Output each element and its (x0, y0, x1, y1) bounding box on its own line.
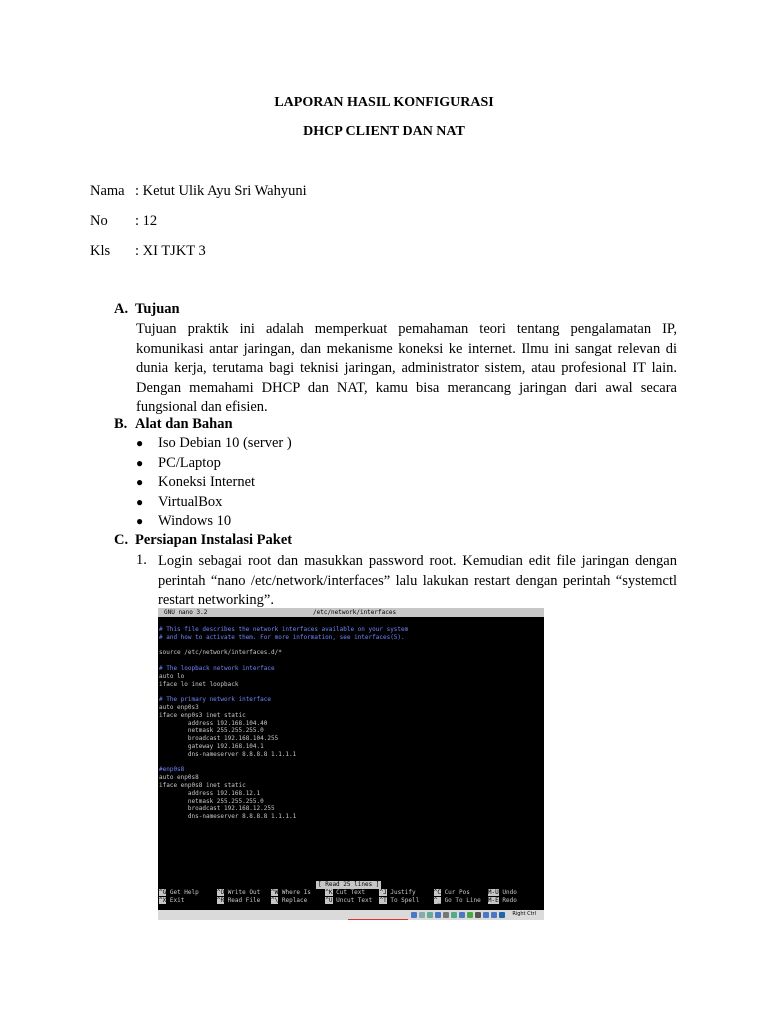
name-value: : Ketut Ulik Ayu Sri Wahyuni (135, 183, 307, 199)
network-icon (435, 912, 441, 918)
bullet-icon: ● (136, 514, 144, 528)
mouse-icon (483, 912, 489, 918)
keyboard-icon (491, 912, 497, 918)
section-b-marker: B. (114, 416, 128, 432)
nano-version: GNU nano 3.2 (164, 609, 208, 616)
vm-status-bar (158, 910, 544, 920)
file-content: # This file describes the network interfaces available on your system # and how to activate them. For more information, see interfaces(5). source /etc/network/interfaces.d/* # The loopback network interface auto lo iface lo inet loopback # The primary network interface auto enp0s3 iface enp0s3 inet static address 192.168.104.40 netmask 255.255.255.0 broadcast 192.168.104.255 gateway 192.168.104.1 dns-nameserver 8.8.8.8 1.1.1.1 #enp0s8 auto enp0s8 iface enp0s8 inet static address 192.168.12.1 netmask 255.255.255.0 broadcast 192.168.12.255 dns-nameserver 8.8.8.8 1.1.1.1 (159, 626, 409, 821)
report-title: LAPORAN HASIL KONFIGURASI (274, 95, 494, 110)
display-icon (459, 912, 465, 918)
recording-icon (467, 912, 473, 918)
name-label: Nama (90, 183, 125, 199)
list-item: ● PC/Laptop (136, 455, 221, 471)
class-value: : XI TJKT 3 (135, 243, 206, 259)
shared-folder-icon (451, 912, 457, 918)
section-a-marker: A. (114, 301, 129, 317)
section-a-title: Tujuan (135, 301, 180, 317)
list-item: ● VirtualBox (136, 494, 223, 510)
optical-drive-icon (419, 912, 425, 918)
list-item: ● Koneksi Internet (136, 474, 256, 490)
host-key-icon (499, 912, 505, 918)
section-c-marker: C. (114, 532, 129, 548)
nano-title-bar (158, 608, 544, 617)
section-b-heading (114, 416, 233, 433)
number-value: : 12 (135, 213, 158, 229)
bullet-icon: ● (136, 436, 144, 450)
step-number: 1. (136, 552, 147, 568)
list-item: ● Iso Debian 10 (server ) (136, 435, 292, 451)
usb-icon (443, 912, 449, 918)
cpu-icon (475, 912, 481, 918)
number-label: No (90, 213, 108, 229)
audio-icon (427, 912, 433, 918)
bullet-icon: ● (136, 495, 144, 509)
section-a-heading (114, 301, 180, 318)
terminal-screenshot (158, 608, 544, 920)
section-b-title: Alat dan Bahan (135, 416, 233, 432)
list-item: ● Windows 10 (136, 513, 232, 529)
section-c-title: Persiapan Instalasi Paket (135, 532, 293, 548)
bullet-icon: ● (136, 475, 144, 489)
report-subtitle: DHCP CLIENT DAN NAT (303, 124, 465, 139)
bullet-icon: ● (136, 456, 144, 470)
host-key-label: Right Ctrl (512, 911, 536, 918)
section-a-body: Tujuan praktik ini adalah memperkuat pemahaman teori tentang pengalamatan IP, komunikasi antar jaringan, dan mekanisme koneksi ke internet. Ilmu ini sangat relevan di dunia kerja, terutama bagi teknisi jaringan, administrator sistem, atau profesional IT lain. Dengan memahami DHCP dan NAT, kamu bisa merancang jaringan dari awal secara fungsional dan efisien. (136, 321, 677, 415)
nano-status-message: [ Read 25 lines ] (318, 881, 380, 888)
nano-file-path: /etc/network/interfaces (313, 609, 397, 616)
step-text: Login sebagai root dan masukkan password root. Kemudian edit file jaringan dengan perintah “nano /etc/network/interfaces” lalu lakukan restart dengan perintah “systemctl restart networking”. (158, 553, 677, 608)
hard-disk-icon (411, 912, 417, 918)
nano-shortcut-bar: ^G Get Help ^O Write Out ^W Where Is ^K Cut Text ^J Justify ^C Cur Pos M-U Undo ^X Exit ^R Read File ^\ Replace ^U Uncut Text ^T To Spell ^_ Go To Line M-E Redo (159, 889, 517, 904)
divider (348, 919, 408, 920)
class-label: Kls (90, 243, 111, 259)
section-c-heading (114, 532, 292, 549)
